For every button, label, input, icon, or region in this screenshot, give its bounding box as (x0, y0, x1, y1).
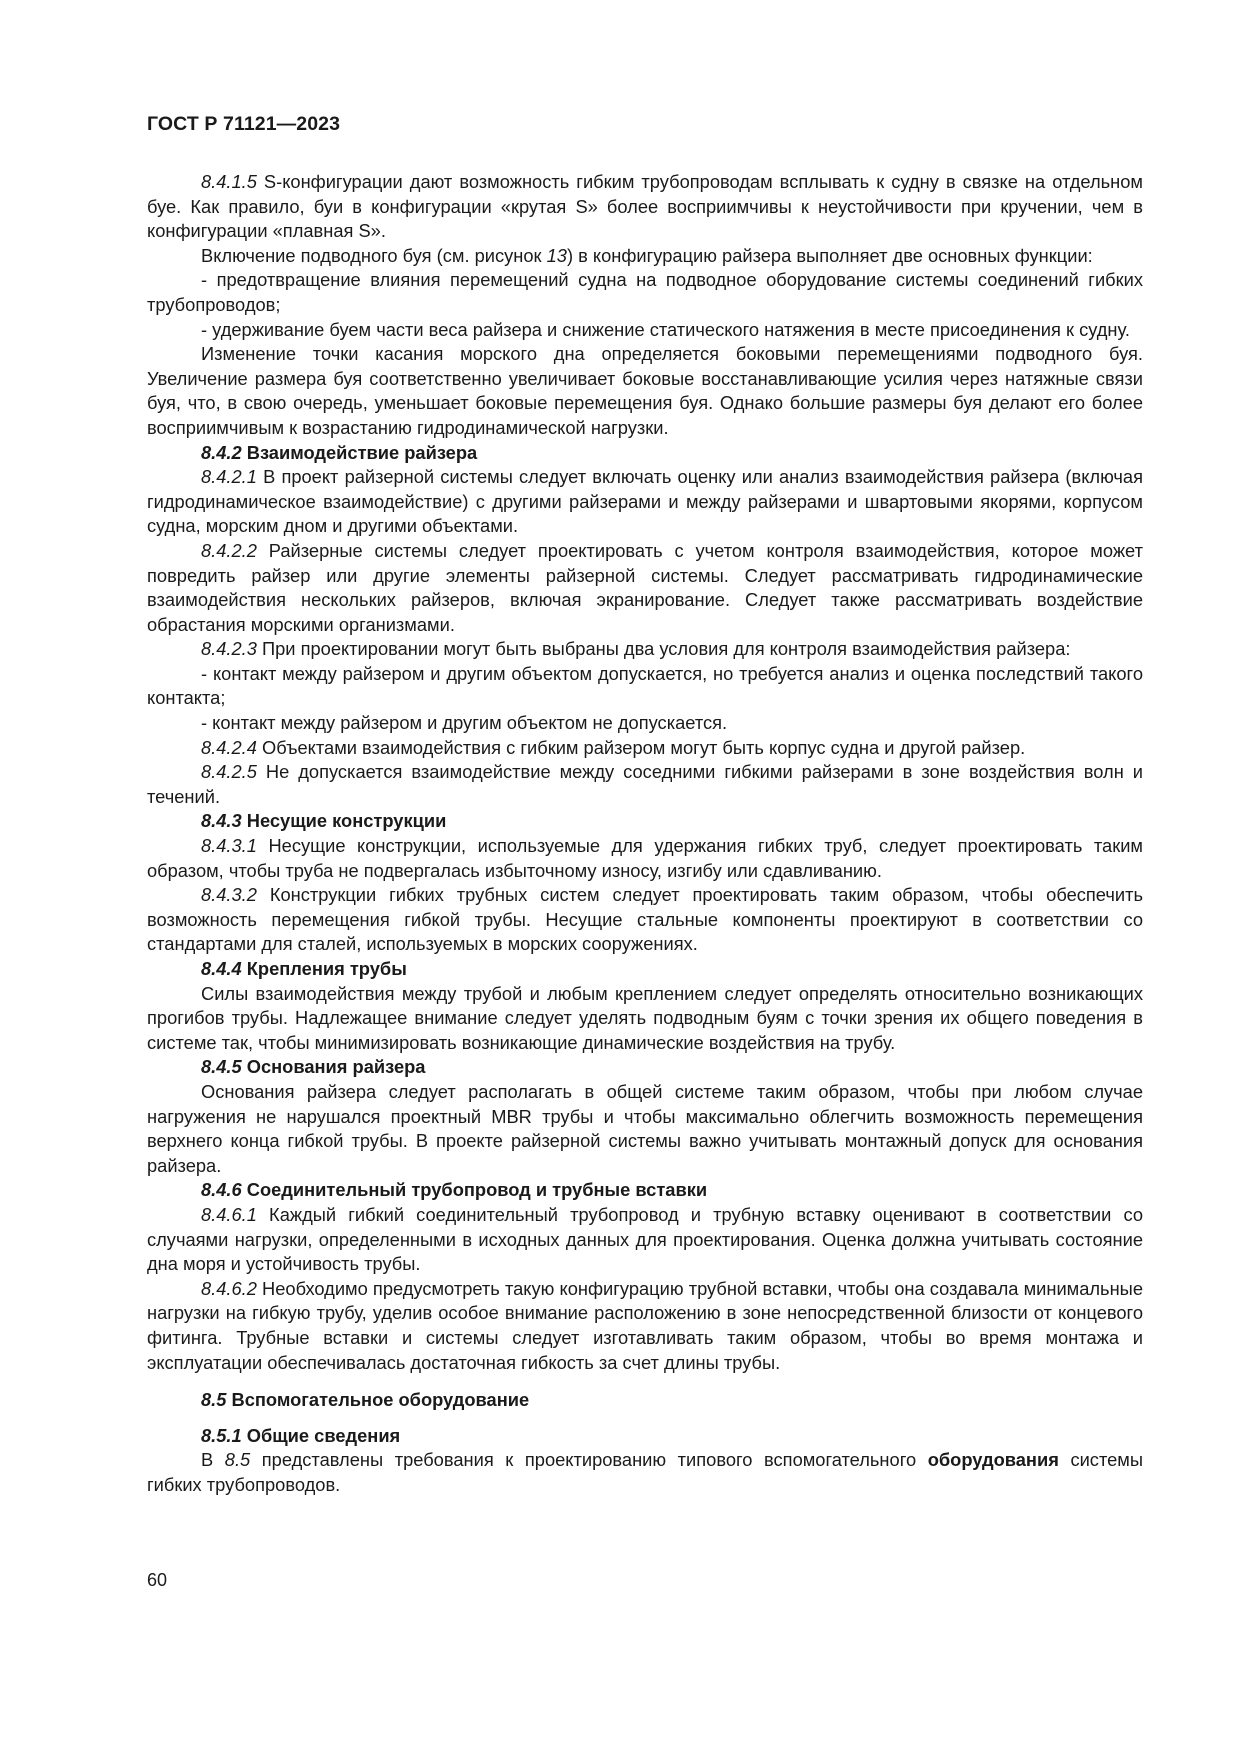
section-title: Общие сведения (241, 1424, 401, 1446)
clause-number: 8.4.2.1 (201, 466, 257, 488)
section-number: 8.4.2 (201, 441, 242, 463)
clause-number: 8.4.3.2 (201, 884, 257, 906)
heading-8-4-3 (147, 809, 1143, 834)
section-number: 8.4.5 (201, 1056, 242, 1078)
paragraph-8-4-2-2 (147, 539, 1143, 637)
paragraph-8-4-2-1 (147, 465, 1143, 539)
paragraph-text: Несущие конструкции, используемые для удержания гибких труб, следует проектировать таким образом, чтобы труба не подвергалась избыточному износу, изгибу или сдавливанию. (147, 835, 1143, 881)
paragraph-text: Изменение точки касания морского дна определяется боковыми перемещениями подводного буя. Увеличение размера буя соответственно увеличивает боковые восстанавливающие усилия через натяжные связи буя, что, в свою очередь, уменьшает боковые перемещения буя. Однако большие размеры буя делают его более восприимчивым к возрастанию гидродинамической нагрузки. (147, 343, 1143, 438)
heading-8-4-6 (147, 1178, 1143, 1203)
heading-8-4-5 (147, 1055, 1143, 1080)
clause-number: 8.4.2.5 (201, 761, 257, 783)
paragraph-text: представлены требования к проектированию типового вспомогательного (250, 1449, 928, 1471)
paragraph-riser-bases (147, 1080, 1143, 1178)
paragraph-8-5-intro (147, 1448, 1143, 1497)
section-number: 8.5.1 (201, 1424, 242, 1446)
list-item (147, 268, 1143, 317)
section-title: Соединительный трубопровод и трубные вставки (241, 1179, 708, 1201)
document-code-header: ГОСТ Р 71121—2023 (147, 113, 341, 135)
clause-number: 8.4.2.3 (201, 638, 257, 660)
section-title: Основания райзера (241, 1056, 426, 1078)
paragraph-8-4-3-2 (147, 883, 1143, 957)
paragraph-text: В (201, 1449, 225, 1471)
paragraph-text: При проектировании могут быть выбраны два условия для контроля взаимодействия райзера: (256, 638, 1071, 660)
paragraph-text: Силы взаимодействия между трубой и любым креплением следует определять относительно возникающих прогибов трубы. Надлежащее внимание следует уделять подводным буям с точки зрения их общего поведения в системе так, чтобы минимизировать возникающие динамические воздействия на трубу. (147, 982, 1143, 1053)
heading-8-5 (147, 1388, 1143, 1413)
paragraph-text: Объектами взаимодействия с гибким райзером могут быть корпус судна и другой райзер. (256, 736, 1026, 758)
list-item (147, 318, 1143, 343)
paragraph-8-4-2-5 (147, 760, 1143, 809)
paragraph-8-4-1-5 (147, 170, 1143, 244)
section-title: Взаимодействие райзера (241, 441, 478, 463)
clause-number: 8.4.6.1 (201, 1203, 257, 1225)
paragraph-text: Райзерные системы следует проектировать с учетом контроля взаимодействия, которое может повредить райзер или другие элементы райзерной системы. Следует рассматривать гидродинамические взаимодействия нескольких райзеров, включая экранирование. Следует также рассматривать воздействие обрастания морскими организмами. (147, 539, 1143, 635)
list-item-text: - удерживание буем части веса райзера и снижение статического натяжения в месте присоединения к судну. (201, 318, 1130, 340)
section-spacer (147, 1413, 1143, 1424)
paragraph-pipe-fixing (147, 982, 1143, 1056)
paragraph-8-4-3-1 (147, 834, 1143, 883)
paragraph-text: Необходимо предусмотреть такую конфигурацию трубной вставки, чтобы она создавала минимальные нагрузки на гибкую трубу, уделив особое внимание расположению в зоне непосредственной близости от концевого фитинга. Трубные вставки и системы следует изготавливать таким образом, чтобы во время монтажа и эксплуатации обеспечивалась достаточная гибкость за счет длины трубы. (147, 1277, 1143, 1373)
paragraph-text: системы гибких трубопроводов. (147, 1449, 1143, 1495)
paragraph-buoy-functions (147, 244, 1143, 269)
section-title: Крепления трубы (241, 958, 407, 979)
paragraph-8-4-2-3 (147, 637, 1143, 662)
paragraph-text: ) в конфигурацию райзера выполняет две основных функции: (566, 244, 1093, 266)
paragraph-text: Включение подводного буя (см. рисунок (201, 244, 547, 266)
paragraph-text: S-конфигурации дают возможность гибким трубопроводам всплывать к судну в связке на отдельном буе. Как правило, буи в конфигурации «крутая S» более восприимчивы к неустойчивости при кручении, чем в конфигурации «плавная S». (147, 171, 1143, 242)
emphasized-text: оборудования (927, 1449, 1059, 1471)
heading-8-4-4 (147, 957, 1143, 982)
paragraph-8-4-6-2 (147, 1277, 1143, 1375)
clause-number: 8.4.3.1 (201, 835, 257, 857)
section-title: Несущие конструкции (241, 810, 447, 832)
paragraph-text: Не допускается взаимодействие между соседними гибкими райзерами в зоне воздействия волн и течений. (147, 761, 1143, 807)
section-number: 8.4.6 (201, 1179, 242, 1201)
paragraph-8-4-2-4 (147, 736, 1143, 761)
list-item-text: - контакт между райзером и другим объектом не допускается. (201, 712, 728, 734)
clause-number: 8.4.2.2 (201, 539, 257, 561)
section-title: Вспомогательное оборудование (226, 1389, 530, 1411)
paragraph-text: Основания райзера следует располагать в общей системе таким образом, чтобы при любом случае нагружения не нарушался проектный MBR трубы и чтобы максимально облегчить возможность перемещения верхнего конца гибкой трубы. В проекте райзерной системы важно учитывать монтажный допуск для основания райзера. (147, 1080, 1143, 1176)
section-reference: 8.5 (224, 1449, 251, 1471)
page-number: 60 (147, 1570, 168, 1590)
paragraph-touchdown-point (147, 342, 1143, 440)
figure-reference: 13 (546, 244, 567, 266)
section-spacer (147, 1375, 1143, 1388)
section-number: 8.5 (201, 1389, 227, 1411)
list-item-text: - предотвращение влияния перемещений судна на подводное оборудование системы соединений гибких трубопроводов; (147, 269, 1143, 315)
clause-number: 8.4.6.2 (201, 1277, 257, 1299)
list-item-text: - контакт между райзером и другим объектом допускается, но требуется анализ и оценка последствий такого контакта; (147, 662, 1143, 709)
section-number: 8.4.4 (201, 958, 242, 979)
paragraph-8-4-6-1 (147, 1203, 1143, 1277)
paragraph-text: Конструкции гибких трубных систем следует проектировать таким образом, чтобы обеспечить возможность перемещения гибкой трубы. Несущие стальные компоненты проектируют в соответствии со стандартами для сталей, используемых в морских сооружениях. (147, 884, 1143, 955)
paragraph-text: Каждый гибкий соединительный трубопровод и трубную вставку оценивают в соответствии со случаями нагрузки, определенными в исходных данных для проектирования. Оценка должна учитывать состояние дна моря и устойчивость трубы. (147, 1203, 1143, 1275)
clause-number: 8.4.1.5 (201, 171, 257, 192)
list-item (147, 711, 1143, 736)
paragraph-text: В проект райзерной системы следует включать оценку или анализ взаимодействия райзера (включая гидродинамическое взаимодействие) с другими райзерами и между райзерами и швартовыми якорями, корпусом судна, морским дном и другими объектами. (147, 466, 1143, 537)
document-body (147, 170, 1143, 1497)
list-item (147, 662, 1143, 711)
heading-8-4-2 (147, 441, 1143, 466)
clause-number: 8.4.2.4 (201, 736, 257, 758)
section-number: 8.4.3 (201, 810, 242, 832)
heading-8-5-1 (147, 1424, 1143, 1449)
